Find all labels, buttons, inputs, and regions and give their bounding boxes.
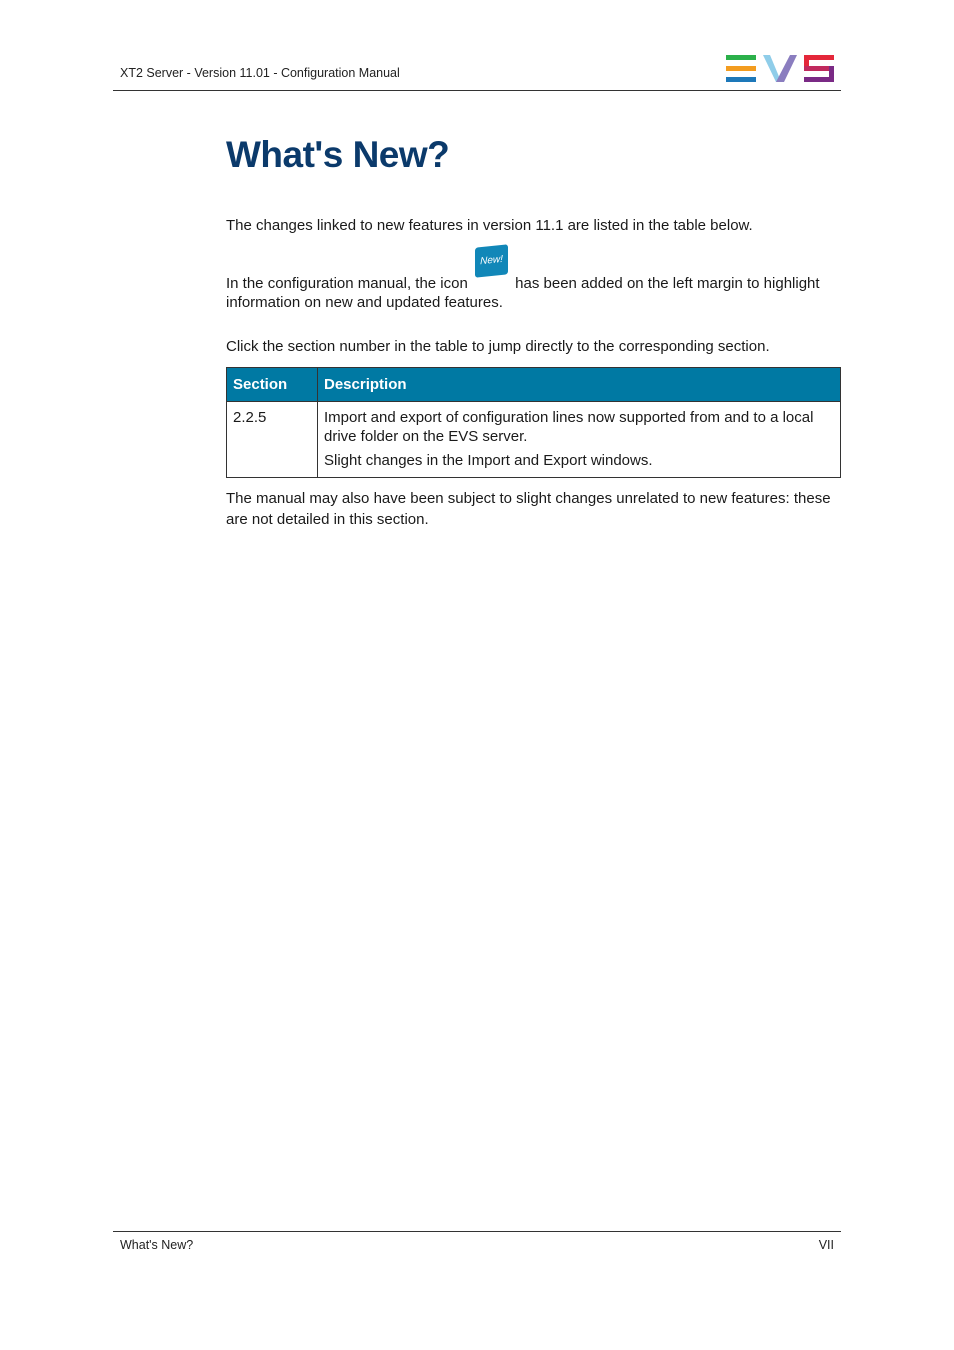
changes-table: [226, 367, 841, 478]
header-title: XT2 Server - Version 11.01 - Configuration Manual: [120, 66, 400, 80]
logo-e-bar-1: [726, 55, 756, 60]
new-badge-icon: [475, 253, 508, 290]
icon-sentence-before: In the configuration manual, the icon: [226, 275, 468, 292]
logo-v-left: [763, 55, 780, 82]
table-header-description: Description: [318, 368, 841, 402]
icon-paragraph: [226, 253, 841, 312]
intro-paragraph: The changes linked to new features in version 11.1 are listed in the table below.: [226, 217, 753, 234]
footer-divider: [113, 1231, 841, 1232]
icon-sentence-after: has been added on the left margin to highlight information on new and updated features.: [226, 275, 820, 311]
section-cell[interactable]: [227, 402, 318, 478]
description-line: Slight changes in the Import and Export windows.: [324, 452, 653, 469]
description-line: Import and export of configuration lines now supported from and to a local drive folder on the EVS server.: [324, 409, 814, 445]
header-divider: [113, 90, 841, 91]
footer-section-title: What's New?: [120, 1238, 194, 1252]
table-header-row: [227, 368, 841, 402]
logo-s-bar-3: [804, 77, 834, 82]
table-row: [227, 402, 841, 478]
description-cell: [318, 402, 841, 478]
section-link[interactable]: 2.2.5: [233, 409, 267, 426]
evs-logo: [726, 55, 834, 82]
page-number: VII: [818, 1238, 834, 1252]
logo-v-right: [776, 55, 797, 82]
logo-e-bar-2: [726, 66, 756, 71]
page-title: What's New?: [226, 134, 450, 175]
table-header-section: Section: [227, 368, 318, 402]
closing-paragraph: The manual may also have been subject to slight changes unrelated to new features: these are not detailed in this section.: [226, 490, 831, 528]
logo-e-bar-3: [726, 77, 756, 82]
new-badge-label: New!: [475, 244, 508, 277]
click-instruction: Click the section number in the table to jump directly to the corresponding section.: [226, 338, 770, 355]
